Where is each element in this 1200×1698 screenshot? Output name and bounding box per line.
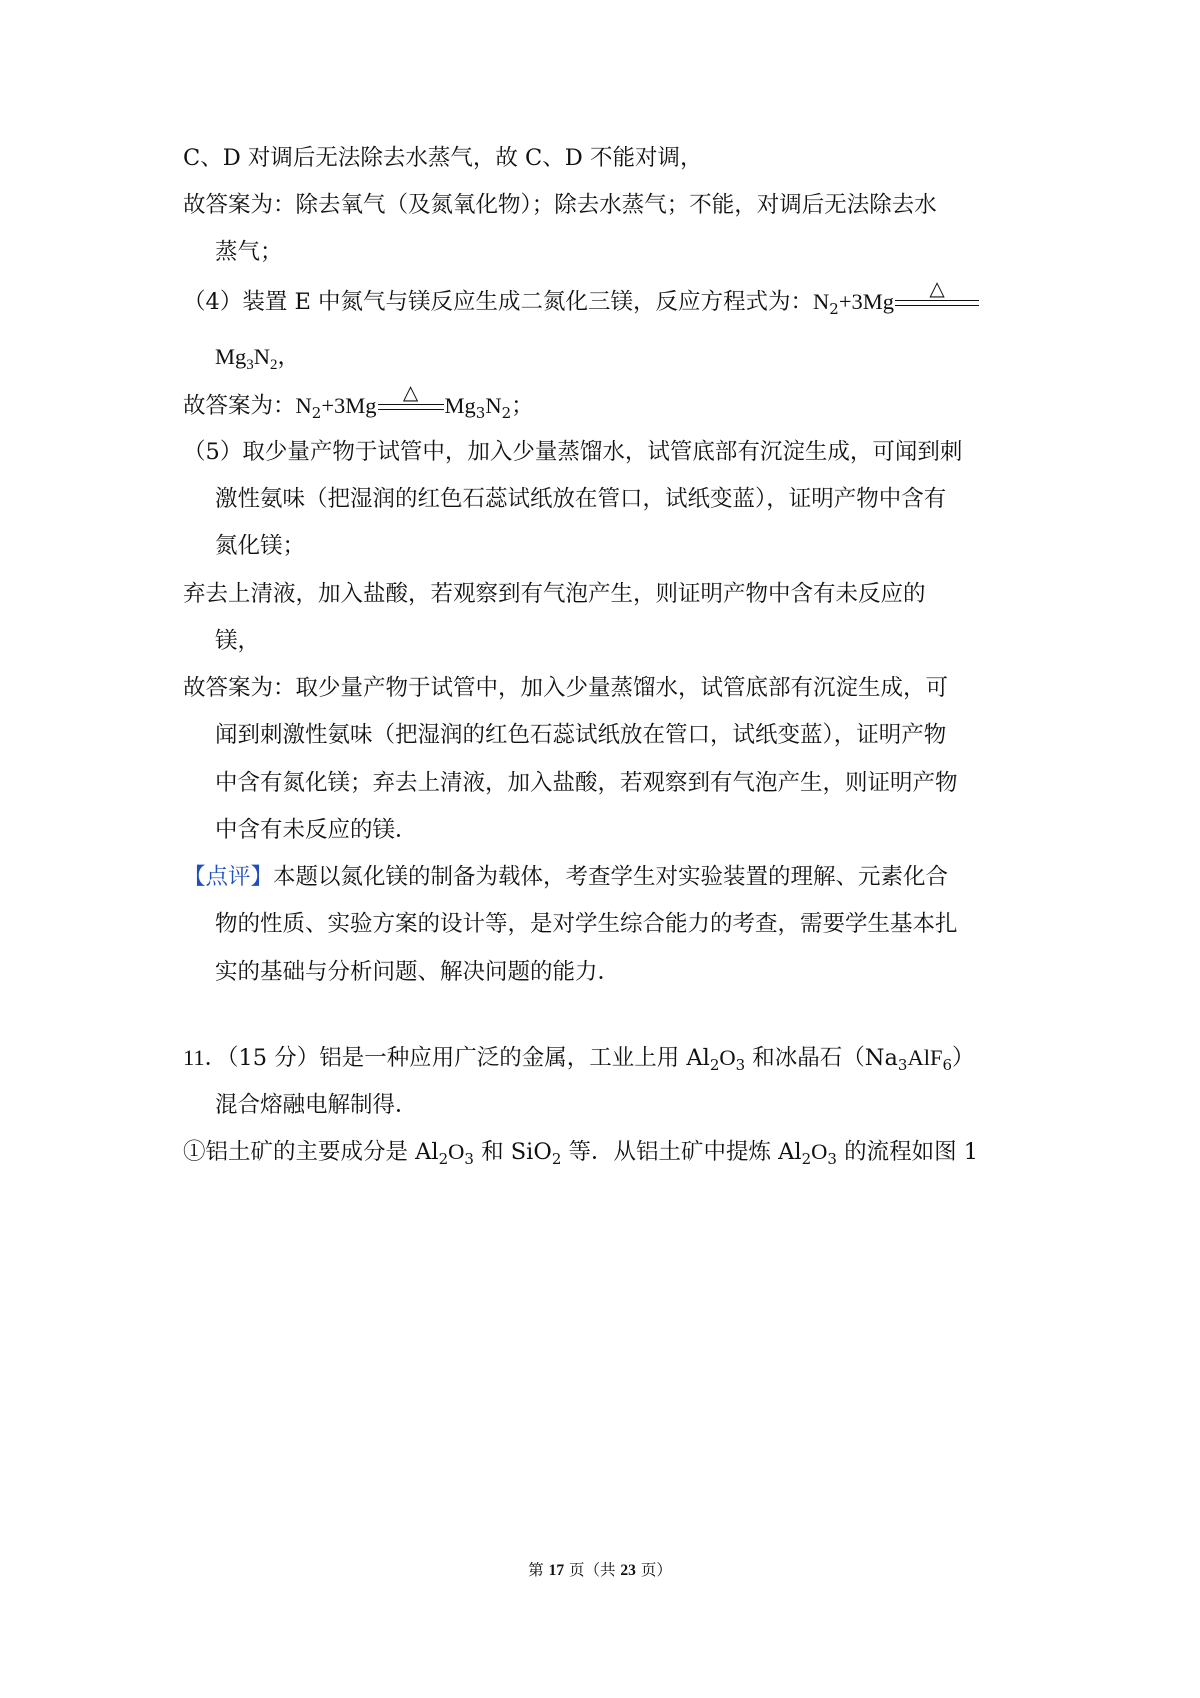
text-line: 激性氨味（把湿润的红色石蕊试纸放在管口，试纸变蓝），证明产物中含有 bbox=[215, 486, 947, 512]
text-segment: ） bbox=[952, 1045, 975, 1071]
text-line: 实的基础与分析问题、解决问题的能力． bbox=[215, 959, 621, 985]
subscript: 3 bbox=[246, 357, 254, 373]
text-segment: 和冰晶石（Na bbox=[745, 1045, 898, 1071]
text-segment: ， bbox=[277, 344, 301, 369]
text-segment: ； bbox=[511, 393, 534, 419]
text-line: 物的性质、实验方案的设计等，是对学生综合能力的考查，需要学生基本扎 bbox=[215, 911, 958, 937]
text-line bbox=[183, 862, 1023, 892]
text-segment: AlF bbox=[907, 1045, 943, 1070]
text-line: 镁， bbox=[215, 628, 261, 654]
subscript: 2 bbox=[829, 300, 839, 318]
text-segment: O bbox=[719, 1045, 736, 1070]
text-line bbox=[183, 1137, 1023, 1167]
text-line: 弃去上清液，加入盐酸，若观察到有气泡产生，则证明产物中含有未反应的 bbox=[183, 581, 926, 607]
page-footer bbox=[0, 1560, 1200, 1581]
text-segment: O bbox=[811, 1139, 828, 1164]
formula-mg: Mg bbox=[444, 393, 476, 418]
subscript: 2 bbox=[438, 1150, 449, 1168]
subscript: 3 bbox=[475, 404, 486, 422]
text-segment: 和 SiO bbox=[473, 1139, 552, 1165]
formula-mg: +3Mg bbox=[838, 289, 895, 314]
total-pages: 23 bbox=[620, 1562, 636, 1579]
comment-tag: 【点评】 bbox=[183, 864, 274, 890]
heating-condition-sign bbox=[895, 276, 979, 313]
subscript: 2 bbox=[801, 1150, 812, 1168]
equals-bars bbox=[378, 404, 444, 410]
text-line: 混合熔融电解制得． bbox=[215, 1092, 418, 1118]
text-line: 闻到刺激性氨味（把湿润的红色石蕊试纸放在管口，试纸变蓝），证明产物 bbox=[215, 722, 947, 748]
text-line bbox=[215, 342, 1055, 372]
subscript: 2 bbox=[709, 1056, 720, 1074]
subscript: 2 bbox=[501, 404, 512, 422]
formula-n: N bbox=[253, 344, 271, 369]
question-line bbox=[183, 1043, 1023, 1073]
formula-n: N bbox=[295, 393, 312, 418]
page-number: 17 bbox=[548, 1562, 565, 1579]
formula-mg: +3Mg bbox=[321, 393, 377, 418]
text-line: 氮化镁； bbox=[215, 533, 306, 559]
subscript: 3 bbox=[735, 1056, 746, 1074]
text-line bbox=[183, 276, 1023, 318]
text-line: （5）取少量产物于试管中，加入少量蒸馏水，试管底部有沉淀生成，可闻到刺 bbox=[183, 439, 963, 465]
text-line: 蒸气； bbox=[215, 239, 283, 265]
subscript: 3 bbox=[897, 1056, 908, 1074]
text-segment: （4）装置 E 中氮气与镁反应生成二氮化三镁，反应方程式为： bbox=[183, 289, 814, 315]
subscript: 2 bbox=[311, 404, 322, 422]
footer-text: 第 bbox=[528, 1561, 549, 1579]
text-segment: 等．从铝土矿中提炼 Al bbox=[561, 1139, 802, 1165]
subscript: 3 bbox=[464, 1150, 474, 1168]
footer-text: 页） bbox=[635, 1561, 672, 1579]
text-segment: O bbox=[448, 1139, 465, 1164]
text-segment: 本题以氮化镁的制备为载体，考查学生对实验装置的理解、元素化合 bbox=[273, 864, 949, 890]
subscript: 2 bbox=[270, 357, 278, 373]
heat-triangle-icon: △ bbox=[402, 380, 419, 404]
equals-bars bbox=[895, 300, 979, 306]
text-segment: 的流程如图 1 bbox=[836, 1139, 979, 1165]
footer-text: 页（共 bbox=[564, 1561, 621, 1579]
subscript: 3 bbox=[827, 1150, 837, 1168]
text-line: C、D 对调后无法除去水蒸气，故 C、D 不能对调， bbox=[183, 145, 703, 171]
formula-n: N bbox=[485, 393, 502, 418]
subscript: 6 bbox=[942, 1056, 953, 1074]
formula-n: N bbox=[813, 289, 830, 314]
text-segment: ①铝土矿的主要成分是 Al bbox=[183, 1139, 439, 1165]
heat-triangle-icon: △ bbox=[929, 276, 945, 300]
text-segment: 故答案为： bbox=[183, 393, 296, 419]
text-line: 故答案为：除去氧气（及氮氧化物）；除去水蒸气；不能，对调后无法除去水 bbox=[183, 192, 937, 218]
text-line: 故答案为：取少量产物于试管中，加入少量蒸馏水，试管底部有沉淀生成，可 bbox=[183, 675, 949, 701]
text-segment: （15 分）铝是一种应用广泛的金属，工业上用 Al bbox=[227, 1045, 710, 1071]
text-line: 中含有氮化镁；弃去上清液，加入盐酸，若观察到有气泡产生，则证明产物 bbox=[215, 770, 958, 796]
text-line: 中含有未反应的镁． bbox=[215, 817, 418, 843]
text-line bbox=[183, 380, 1023, 422]
question-number: 11． bbox=[183, 1045, 228, 1070]
subscript: 2 bbox=[551, 1150, 562, 1168]
formula-mg: Mg bbox=[215, 344, 247, 369]
heating-condition-sign bbox=[378, 380, 444, 417]
